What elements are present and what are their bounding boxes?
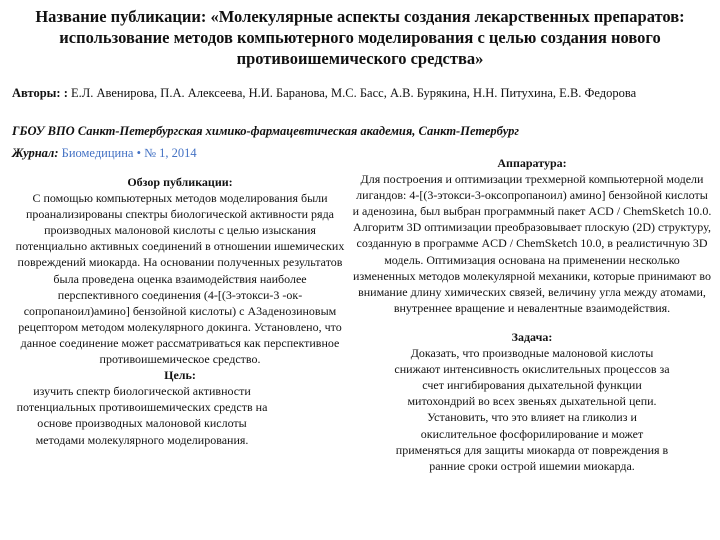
aim-heading: Цель: <box>164 368 196 383</box>
review-heading: Обзор публикации: <box>127 175 233 189</box>
aim-text: изучить спектр биологической активности потенциальных противоишемических средств на основе производных малоновой кислоты методами молекулярного моделирования. <box>16 384 268 447</box>
authors-line <box>12 85 712 102</box>
apparatus-heading: Аппаратура: <box>497 156 567 170</box>
review-text: С помощью компьютерных методов моделирования были проанализированы спектры биологической активности ряда производных малоновой кислоты с целью изыскания потенциально активных соединений в отношении ишемических повреждений миокарда. На основании полученных результатов была проведена оценка взаимодействия наиболее перспективного соединения (4-[(3-этокси-3 -ок- сопропаноил)амино] бензойной кислоты) с А3аденозиновым рецептором методом молекулярного докинга. Установлено, что данное соединение может рассматриваться как перспективное противоишемическое средство. <box>15 191 345 367</box>
publication-title: Название публикации: «Молекулярные аспекты создания лекарственных препаратов: использование методов компьютерного моделирования с целью создания нового противоишемического средства» <box>35 7 685 68</box>
left-column <box>12 170 348 448</box>
task-heading: Задача: <box>511 329 553 344</box>
task-text: Доказать, что производные малоновой кислоты снижают интенсивность окислительных процессов за счет ингибирования дыхательной функции митохондрий во всех звеньях дыхательной цепи. Установить, что это влияет на гликолиз и окислительное фосфорилирование и может применяться для защиты миокарда от повреждения в ранние сроки острой ишемии миокарда. <box>394 346 670 473</box>
organization: ГБОУ ВПО Санкт-Петербургская химико-фармацевтическая академия, Санкт-Петербург <box>12 124 520 138</box>
apparatus-text: Для построения и оптимизации трехмерной компьютерной модели лигандов: 4-[(3-этокси-3-оксопропаноил) амино] бензойной кислоты и аденозина, был выбран программный пакет ACD / ChemSketch 10.0. Алгоритм 3D оптимизации преобразовывает плоскую (2D) структуру, созданную в программе ACD / ChemSketch 10.0, в реалистичную 3D модель. Оптимизация основана на применении несколько измененных методов молекулярной механики, которые принимают во внимание длину химических связей, величину угла между атомами, внутреннее вращение и невалентные взаимодействия. <box>352 172 712 315</box>
authors-label: Авторы: : <box>12 86 68 100</box>
journal-label: Журнал: <box>12 146 59 160</box>
journal-line <box>12 145 342 162</box>
right-column <box>352 151 712 474</box>
authors-names: Е.Л. Авенирова, П.А. Алексеева, Н.И. Баранова, М.С. Басс, А.В. Бурякина, Н.Н. Питухина, Е.В. Федорова <box>70 86 637 100</box>
journal-link[interactable]: Биомедицина • № 1, 2014 <box>61 146 197 160</box>
